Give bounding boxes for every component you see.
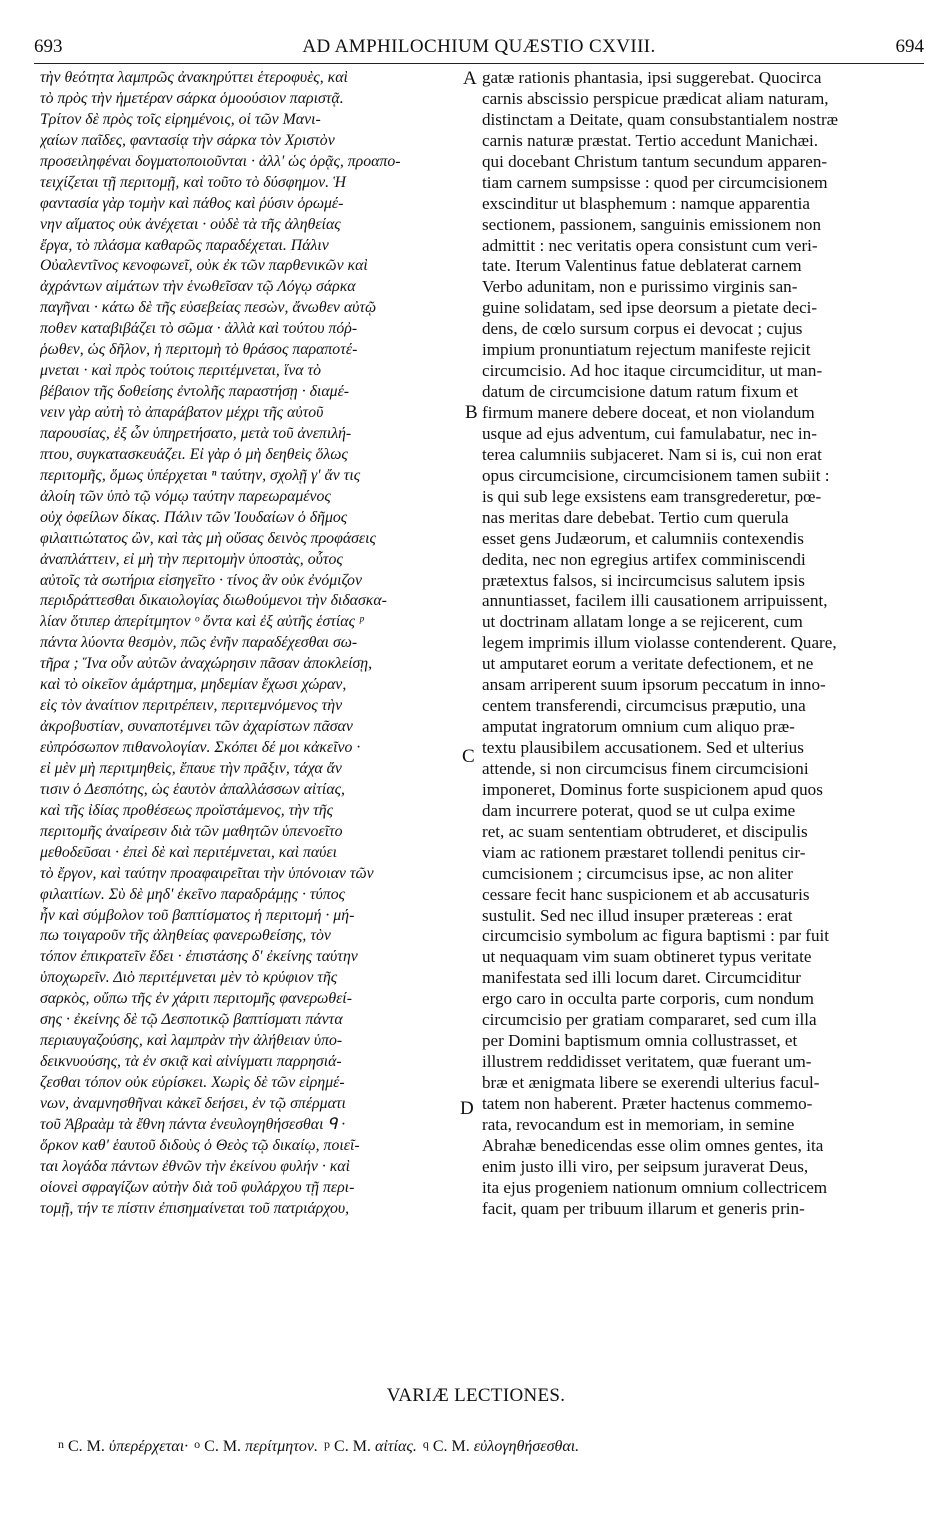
latin-text-line: Abrahæ benedicendas esse olim omnes gentes, ita [482, 1135, 824, 1155]
latin-text-line: carnis naturæ præstat. Tertio accedunt Manichæi. [482, 130, 818, 150]
variant-text: αἰτίας. [374, 1438, 417, 1455]
greek-text-line: προσειληφέναι δογματοποιοῦνται · ἀλλ' ὡς ὁρᾷς, προαπο- [40, 152, 401, 170]
greek-text-line: εἰς τὸν ἀναίτιον περιτρέπειν, περιτεμνόμενος τὴν [40, 697, 343, 715]
variant-sigil: p [324, 1437, 331, 1451]
greek-text-line: ἀχράντων αἱμάτων τὴν ἑνωθεῖσαν τῷ Λόγῳ σάρκα [40, 278, 356, 296]
latin-text-line: prætextus falsos, si incircumcisus salutem ipsis [482, 570, 805, 590]
greek-text-line: νην αἵματος οὐκ ἀνέχεται · οὐδὲ τὰ τῆς ἀληθείας [40, 215, 341, 233]
greek-text-line: λίαν ὅτιπερ ἀπερίτμητον ᵒ ὄντα καὶ ἐξ αὐτῆς ἑστίας ᵖ [40, 613, 364, 631]
greek-text-line: περιδράττεσθαι δικαιολογίας διωθούμενοι τὴν διδασκα- [40, 592, 387, 610]
latin-text-line: ut amputaret eorum a veritate defectionem, et ne [482, 654, 814, 674]
margin-marker-c: C [462, 746, 475, 767]
greek-text-line: παγῆναι · κάτω δὲ τῆς εὐσεβείας πεσὼν, ἄνωθεν αὐτῷ [40, 299, 377, 317]
greek-column [40, 68, 458, 1220]
variant-reading [194, 1438, 318, 1455]
greek-text-line: μεθοδεῦσαι · ἐπεὶ δὲ καὶ περιτέμνεται, καὶ παύει [40, 843, 338, 861]
latin-text-line: attende, si non circumcisus finem circumcisioni [482, 758, 809, 778]
greek-text-line: παρουσίας, ἐξ ὧν ὑπηρετήσατο, μετὰ τοῦ ἀνεπιλή- [40, 424, 352, 442]
greek-text-line: τειχίζεται τῇ περιτομῇ, καὶ τοῦτο τὸ δύσφημον. Ἡ [40, 173, 346, 191]
latin-text-line: dedita, nec non egregius artifex comminiscendi [482, 549, 806, 569]
variant-sigil: o [194, 1437, 201, 1451]
latin-text-line: cessare fecit hanc suspicionem et ab accusaturis [482, 884, 810, 904]
latin-text-line: viam ac rationem præstaret tollendi penitus cir- [482, 842, 806, 862]
latin-text-line: is qui sub lege exsistens eam transgrederetur, pœ- [482, 486, 822, 506]
latin-text-line: Verbo adunitam, non e purissimo virginis san- [482, 277, 798, 297]
greek-text-line: φιλαιτιώτατος ὢν, καὶ τὰς μὴ οὔσας δεινὸς προφάσεις [40, 529, 376, 547]
latin-text-line: datum de circumcisione datum ratum fixum et [482, 382, 799, 402]
latin-text-line: rata, revocandum est in memoriam, in semine [482, 1114, 795, 1134]
greek-text-line: βέβαιον τῆς δοθείσης ἐντολῆς παραστήσῃ · διαμέ- [40, 383, 350, 401]
greek-text-line: τοῦ Ἀβραὰμ τὰ ἔθνη πάντα ἐνευλογηθήσεσθαι ᑫ · [40, 1115, 346, 1133]
greek-text-line: τισιν ὁ Δεσπότης, ὡς ἑαυτὸν ἀπαλλάσσων αἰτίας, [40, 780, 345, 798]
latin-text-line: esset gens Judæorum, et calumniis contexendis [482, 528, 804, 548]
latin-text-line: ret, ac suam sententiam obtruderet, et discipulis [482, 821, 808, 841]
latin-text-line: tiam carnem sumpsisse : quod per circumcisionem [482, 172, 828, 192]
greek-text-line: ται λογάδα πάντων ἐθνῶν τὴν ἐκείνου φυλήν · καὶ [40, 1157, 350, 1175]
greek-text-line: ἔργα, τὸ πλάσμα καθαρῶς παραδέχεται. Πάλιν [40, 236, 329, 254]
margin-marker-a: A [463, 68, 477, 89]
page-number-left: 693 [34, 36, 63, 57]
latin-text-line: carnis abscissio perspicue prædicat aliam naturam, [482, 88, 829, 108]
latin-text-line: nas meritas dare debebat. Tertio cum querula [482, 507, 789, 527]
variant-reading [423, 1438, 579, 1455]
latin-text-line: tatem non haberent. Præter hactenus commemo- [482, 1093, 813, 1113]
latin-text-line: circumcisio per gratiam compararet, sed cum illa [482, 1010, 817, 1030]
greek-text-line: τῆρα ; Ἵνα οὖν αὐτῶν ἀναχώρησιν πᾶσαν ἀποκλείσῃ, [40, 655, 373, 673]
latin-text-line: circumcisio symbolum ac figura baptismi : par fuit [482, 926, 830, 946]
variant-text: περίτμητον. [245, 1438, 319, 1455]
latin-text-line: ut doctrinam allatam longe a se rejicerent, cum [482, 612, 803, 632]
greek-text-line: ἀλοίη τῶν ὑπὸ τῷ νόμῳ ταύτην παρεωραμένος [40, 487, 331, 505]
page-number-right: 694 [895, 36, 924, 57]
greek-text-line: τόπον ἐπικρατεῖν ἔδει · ἐπιστάσης δ' ἐκείνης ταύτην [40, 948, 358, 966]
greek-text-line: οὐχ ὀφείλων δίκας. Πάλιν τῶν Ἰουδαίων ὁ δῆμος [40, 508, 348, 526]
greek-text-line: τομῇ, τήν τε πίστιν ἐπισημαίνεται τοῦ πατριάρχου, [40, 1199, 350, 1217]
greek-text-line: νειν γὰρ αὐτὴ τὸ ἀπαράβατον μέχρι τῆς αὐτοῦ [40, 404, 324, 421]
latin-text-line: textu plausibilem accusationem. Sed et ulterius [482, 738, 804, 757]
greek-text-line: αὐτοῖς τὰ σωτήρια εἰσηγεῖτο · τίνος ἂν οὐκ ἐνόμιζον [40, 571, 362, 589]
variant-reading [58, 1438, 188, 1455]
latin-text-line: bræ et ænigmata libere se exerendi ulterius facul- [482, 1073, 820, 1092]
greek-text-line: φιλαιτίων. Σὺ δὲ μηδ' ἐκεῖνο παραδράμῃς · τύπος [40, 885, 346, 903]
greek-text-line: ἀναπλάττειν, εἰ μὴ τὴν περιτομὴν ὑποστὰς, οὗτος [40, 550, 343, 568]
latin-text-line: impium pronuntiatum rejectum manifeste rejicit [482, 340, 811, 360]
greek-text-line: πτου, συγκατασκευάζει. Εἰ γὰρ ὁ μὴ δεηθεὶς ὅλως [40, 445, 348, 463]
latin-text-line: ita ejus progeniem nationum omnium collectricem [482, 1177, 828, 1197]
latin-text-line: amputat ingratorum omnium cum aliquo præ- [482, 717, 795, 737]
greek-text-line: φαντασία γὰρ τομὴν καὶ πάθος καὶ ῥύσιν ὁρωμέ- [40, 194, 344, 212]
running-title: AD AMPHILOCHIUM QUÆSTIO CXVIII. [302, 36, 656, 57]
greek-text-line: σης · ἐκείνης δὲ τῷ Δεσποτικῷ βαπτίσματι πάντα [40, 1011, 343, 1029]
latin-text-line: guine solidatam, sed ipse deorsum a pietate deci- [482, 298, 818, 318]
latin-text-line: usque ad ejus adventum, cui famulabatur, nec in- [482, 423, 817, 443]
greek-text-line: τὸ ἔργον, καὶ ταύτην προαφαιρεῖται τὴν ὑπόνοιαν τῶν [40, 864, 374, 882]
greek-text-line: Τρίτον δὲ πρὸς τοῖς εἰρημένοις, οἱ τῶν Μανι- [40, 110, 321, 128]
greek-text-line: ὑποχωρεῖν. Διὸ περιτέμνεται μὲν τὸ κρύφιον τῆς [40, 969, 338, 987]
greek-text-line: ῥωθεν, ὡς δῆλον, ἡ περιτομὴ τὸ θράσος παραποτέ- [40, 341, 358, 359]
latin-text-line: illustrem reddidisset veritatem, quæ fuerant um- [482, 1052, 812, 1072]
greek-text-line: ἀκροβυστίαν, συναποτέμνει τῶν ἀχαρίστων πᾶσαν [40, 718, 353, 736]
variant-source: C. M. [334, 1438, 371, 1455]
margin-marker-d: D [460, 1098, 474, 1119]
greek-text-line: δεικνυούσης, τὰ ἐν σκιᾷ καὶ αἰνίγματι παρρησιά- [40, 1053, 342, 1071]
variant-source: C. M. [432, 1438, 470, 1455]
variant-reading [324, 1438, 417, 1455]
latin-text-line: qui docebant Christum tantum secundum apparen- [482, 151, 828, 171]
variant-source: C. M. [68, 1438, 105, 1455]
latin-text-line: annuntiasset, facilem illi causationem arripuissent, [482, 591, 828, 611]
latin-text-line: manifestata sed illi locum daret. Circumciditur [482, 968, 801, 988]
latin-text-line: gatæ rationis phantasia, ipsi suggerebat. Quocirca [482, 68, 822, 87]
variant-sigil: q [422, 1437, 429, 1451]
margin-marker-b: B [465, 402, 478, 423]
latin-text-line: distinctam a Deitate, quam consubstantialem nostræ [482, 109, 839, 129]
latin-text-line: terea calumniis subjaceret. Nam si is, cui non erat [482, 444, 822, 464]
latin-column [482, 68, 920, 1220]
latin-text-line: admittit : nec veritatis opera consistunt cum veri- [482, 235, 818, 255]
latin-text-line: opus circumcisione, circumcisionem tamen subiit : [482, 465, 830, 485]
latin-text-line: cumcisionem ; circumcisus ipse, ac non aliter [482, 863, 793, 883]
latin-text-line: ergo caro in occulta parte corporis, cum nondum [482, 989, 814, 1009]
greek-text-line: πάντα λύοντα θεσμὸν, πῶς ἐνῆν παραδέχεσθαι σω- [40, 634, 358, 652]
variant-text: εὐλογηθήσεσθαι. [473, 1438, 580, 1455]
greek-text-line: ὅρκον καθ' ἑαυτοῦ διδοὺς ὁ Θεὸς τῷ δικαίῳ, ποιεῖ- [40, 1136, 360, 1154]
latin-text-line: firmum manere debere doceat, et non violandum [482, 403, 815, 422]
latin-text-line: enim justo illi viro, per seipsum juraverat Deus, [482, 1156, 809, 1176]
latin-text-line: sectionem, passionem, sanguinis emissionem non [482, 214, 821, 234]
greek-text-line: μνεται · καὶ πρὸς τούτοις περιτέμνεται, ἵνα τὸ [40, 362, 321, 380]
greek-text-line: καὶ τὸ οἰκεῖον ἁμάρτημα, μηδεμίαν ἔχωσι χώραν, [40, 676, 347, 694]
latin-text-line: per Domini baptismum omnia collustrasset, et [482, 1031, 798, 1051]
greek-text-line: καὶ τῆς ἰδίας προθέσεως προϊστάμενος, τὴν τῆς [40, 801, 333, 819]
greek-text-line: περιτομῆς ἀναίρεσιν διὰ τῶν μαθητῶν ὑπενοεῖτο [40, 822, 343, 840]
greek-text-line: νων, ἀναμνησθῆναι κἀκεῖ δεήσει, ἐν τῷ σπέρματι [40, 1094, 346, 1112]
greek-text-line: εὐπρόσωπον πιθανολογίαν. Σκόπει δέ μοι κἀκεῖνο · [40, 739, 361, 756]
page-header [34, 36, 924, 60]
latin-text-line: dam incurrere poterat, quod se ut culpa exime [482, 800, 796, 820]
greek-text-line: Οὐαλεντῖνος κενοφωνεῖ, οὐκ ἐκ τῶν παρθενικῶν καὶ [40, 257, 368, 275]
greek-text-line: ποθεν καταβιβάζει τὸ σῶμα · ἀλλὰ καὶ τούτου πόῤ- [40, 320, 358, 338]
latin-text-line: centem transferendi, circumcisus præputio, una [482, 696, 806, 716]
greek-text-line: περιτομῆς, ὅμως ὑπέρχεται ⁿ ταύτην, σχολῇ γ' ἄν τις [40, 466, 361, 484]
greek-text-line: χαίων παῖδες, φαντασίᾳ τὴν σάρκα τὸν Χριστὸν [40, 131, 335, 149]
variant-readings [58, 1437, 932, 1456]
greek-text-line: περιαυγαζούσης, καὶ λαμπρὰν τὴν ἀλήθειαν ὑπο- [40, 1032, 343, 1050]
variant-text: ὑπερέρχεται· [108, 1438, 189, 1455]
greek-text-line: πω τοιγαροῦν τῆς ἀληθείας φανερωθείσης, τὸν [40, 927, 331, 945]
greek-text-line: τὴν θεότητα λαμπρῶς ἀνακηρύττει ἑτεροφυὲς, καὶ [40, 69, 348, 86]
latin-text-line: dens, de cœlo sursum corpus ei devocat ; cujus [482, 319, 803, 339]
variant-source: C. M. [204, 1438, 242, 1455]
greek-text-line: οἱονεὶ σφραγίζων αὐτὴν διὰ τοῦ φυλάρχου τῇ περι- [40, 1178, 355, 1196]
latin-text-line: legem imprimis illum violasse contenderent. Quare, [482, 633, 837, 653]
latin-text-line: ansam arriperent suum ipsorum peccatum in inno- [482, 675, 826, 695]
greek-text-line: τὸ πρὸς τὴν ἡμετέραν σάρκα ὁμοούσιον παριστᾷ. [40, 89, 344, 107]
latin-text-line: exscinditur ut blasphemum : namque apparentia [482, 193, 811, 213]
latin-text-line: ut nequaquam vim suam obtineret typus veritate [482, 947, 812, 967]
header-rule [34, 63, 924, 64]
latin-text-line: tate. Iterum Valentinus fatue deblaterat carnem [482, 256, 802, 276]
variae-lectiones-heading: VARIÆ LECTIONES. [386, 1385, 566, 1406]
latin-text-line: sustulit. Sed nec illud insuper prætereas : erat [482, 905, 793, 925]
greek-text-line: ἦν καὶ σύμβολον τοῦ βαπτίσματος ἡ περιτομή · μή- [40, 906, 355, 924]
greek-text-line: εἰ μὲν μὴ περιτμηθεὶς, ἔπαυε τὴν πρᾶξιν, τάχα ἄν [40, 759, 342, 777]
latin-text-line: facit, quam per tribuum illarum et generis prin- [482, 1198, 805, 1218]
latin-text-line: imponeret, Dominus forte suspicionem apud quos [482, 779, 823, 799]
variant-sigil: n [58, 1437, 64, 1451]
latin-text-line: circumcisio. Ad hoc itaque circumciditur, ut man- [482, 361, 823, 381]
greek-text-line: ζεσθαι τόπον οὐκ εὑρίσκει. Χωρὶς δὲ τῶν εἰρημέ- [40, 1074, 345, 1091]
greek-text-line: σαρκὸς, οὔπω τῆς ἐν χάριτι περιτομῆς φανερωθεί- [40, 990, 352, 1008]
